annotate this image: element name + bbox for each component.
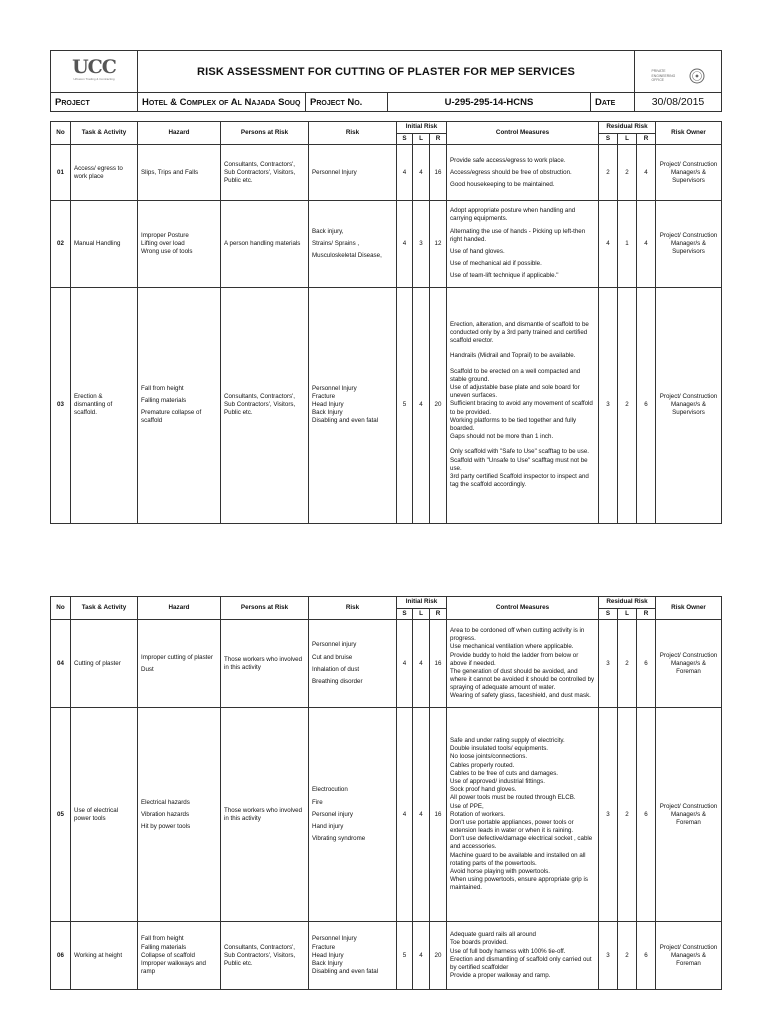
table-row	[51, 922, 722, 990]
document-title: RISK ASSESSMENT FOR CUTTING OF PLASTER FOR MEP SERVICES	[138, 51, 635, 93]
risk-line: Inhalation of dust	[312, 665, 360, 673]
control-measures-line: Adopt appropriate posture when handling and carrying equipments.	[450, 207, 576, 223]
control-measures-line: Sufficient bracing to avoid any movement of scaffold to be provided.	[450, 400, 593, 416]
initial-rating: 16	[430, 620, 447, 708]
company-logo-cell	[51, 51, 138, 93]
hazard-line: Electrical hazards	[141, 798, 190, 806]
col-header-residual-l: L	[618, 134, 637, 145]
control-measures-line: Cables properly routed.	[450, 761, 515, 769]
risk-line: Breathing disorder	[312, 677, 363, 685]
control-measures-line: All power tools must be routed through ELCB.	[450, 794, 576, 802]
risk	[309, 620, 397, 708]
initial-rating: 20	[430, 287, 447, 523]
initial-severity: 4	[397, 145, 413, 201]
residual-likelihood: 2	[618, 287, 637, 523]
col-header-persons: Persons at Risk	[221, 122, 309, 145]
task-activity: Erection & dismantling of scaffold.	[71, 287, 138, 523]
control-measures-line: No loose joints/connections.	[450, 753, 528, 761]
residual-severity: 3	[599, 620, 618, 708]
hazard-line: Fall from height	[141, 935, 184, 943]
control-measures-line: Alternating the use of hands - Picking up left-then right handed.	[450, 227, 586, 243]
task-activity: Cutting of plaster	[71, 620, 138, 708]
risk-owner: Project/ Construction Manager/s & Foreman	[656, 922, 722, 990]
risk-owner: Project/ Construction Manager/s & Foreman	[656, 620, 722, 708]
control-measures-line: When using powertools, ensure appropriate grip is maintained.	[450, 876, 588, 892]
residual-severity: 3	[599, 708, 618, 922]
project-no-value: U-295-295-14-HCNS	[388, 93, 591, 112]
residual-severity: 2	[599, 145, 618, 201]
hazard	[138, 620, 221, 708]
risk-owner: Project/ Construction Manager/s & Foreman	[656, 708, 722, 922]
control-measures-line: Access/egress should be free of obstruction.	[450, 168, 572, 176]
residual-likelihood: 2	[618, 922, 637, 990]
residual-rating: 4	[637, 145, 656, 201]
initial-severity: 5	[397, 287, 413, 523]
risk	[309, 922, 397, 990]
task-activity: Working at height	[71, 922, 138, 990]
residual-severity: 4	[599, 201, 618, 287]
col-header-residual-r: R	[637, 134, 656, 145]
risk-line: Back Injury	[312, 409, 343, 417]
task-activity: Access/ egress to work place	[71, 145, 138, 201]
col-header-task: Task & Activity	[71, 122, 138, 145]
col-header-residual-l: L	[618, 609, 637, 620]
hazard-line: Improper walkways and ramp	[141, 959, 206, 976]
consultant-stamp-cell	[635, 51, 722, 93]
control-measures-line: Erection and dismantling of scaffold only carried out by certified scaffolder	[450, 955, 592, 971]
control-measures	[447, 201, 599, 287]
initial-likelihood: 4	[413, 922, 430, 990]
col-header-initial-l: L	[413, 134, 430, 145]
control-measures-line: Toe boards provided.	[450, 939, 508, 947]
col-header-initial-l: L	[413, 609, 430, 620]
stamp-text: PRIVATE ENGINEERING OFFICE	[651, 69, 676, 82]
residual-severity: 3	[599, 287, 618, 523]
risk-table-page-1-body	[51, 145, 722, 523]
table-row	[51, 201, 722, 287]
hazard	[138, 145, 221, 201]
risk-line: Personnel Injury	[312, 935, 357, 943]
col-header-no: No	[51, 122, 71, 145]
risk-line: Fire	[312, 798, 323, 806]
control-measures-line: Handrails (Midrail and Toprail) to be available.	[450, 352, 576, 360]
initial-severity: 4	[397, 708, 413, 922]
risk-table-page-1	[50, 121, 722, 524]
control-measures-line: Provide a proper walkway and ramp.	[450, 972, 551, 980]
col-header-task: Task & Activity	[71, 597, 138, 620]
task-activity: Manual Handling	[71, 201, 138, 287]
control-measures-line: Provide safe access/egress to work place.	[450, 156, 566, 164]
hazard-line: Premature collapse of scaffold	[141, 409, 202, 425]
initial-rating: 16	[430, 145, 447, 201]
col-header-residual-s: S	[599, 134, 618, 145]
control-measures-line: Rotation of workers.	[450, 810, 506, 818]
initial-severity: 4	[397, 620, 413, 708]
control-measures-line: Scaffold with "Unsafe to Use" scafftag must not be use.	[450, 456, 588, 472]
control-measures	[447, 145, 599, 201]
col-header-residual-r: R	[637, 609, 656, 620]
residual-likelihood: 2	[618, 145, 637, 201]
control-measures-line: Use of full body harness with 100% tie-off.	[450, 947, 566, 955]
risk-table-page-2	[50, 596, 722, 990]
control-measures-line: Erection, alteration, and dismantle of scaffold to be conducted only by a 3rd party trained and certified scaffold erector.	[450, 320, 589, 345]
col-header-initial-risk: Initial Risk	[397, 122, 447, 134]
col-header-owner: Risk Owner	[656, 122, 722, 145]
hazard-line: Dust	[141, 665, 154, 673]
hazard-line: Improper Posture	[141, 231, 189, 239]
project-no-label-text: Project No.	[310, 96, 363, 108]
initial-rating: 16	[430, 708, 447, 922]
risk-line: Electrocution	[312, 786, 348, 794]
risk-owner: Project/ Construction Manager/s & Supervisors	[656, 287, 722, 523]
table-row	[51, 708, 722, 922]
control-measures-line: Wearing of safety glass, faceshield, and dust mask.	[450, 692, 591, 700]
col-header-persons: Persons at Risk	[221, 597, 309, 620]
control-measures-line: Machine guard to be available and installed on all rotating parts of the powertools.	[450, 851, 586, 867]
row-number: 02	[51, 201, 71, 287]
control-measures-line: Don't use portable appliances, power tools or extension leads in water or when it is raining.	[450, 818, 574, 835]
control-measures-line: Good housekeeping to be maintained.	[450, 180, 555, 188]
col-header-hazard: Hazard	[138, 122, 221, 145]
risk-line: Cut and bruise	[312, 653, 353, 661]
company-logo	[55, 55, 133, 88]
residual-rating: 4	[637, 201, 656, 287]
risk-line: Musculoskeletal Disease,	[312, 252, 382, 260]
initial-rating: 20	[430, 922, 447, 990]
col-header-initial-r: R	[430, 134, 447, 145]
initial-rating: 12	[430, 201, 447, 287]
logo-subtitle: Urbacon Trading & Contracting	[73, 76, 115, 81]
control-measures	[447, 922, 599, 990]
residual-rating: 6	[637, 287, 656, 523]
hazard-line: Falling materials	[141, 943, 187, 951]
control-measures-line: Gaps should not be more than 1 inch.	[450, 433, 554, 441]
col-header-no: No	[51, 597, 71, 620]
residual-likelihood: 1	[618, 201, 637, 287]
risk-table-page-2-body	[51, 620, 722, 990]
col-header-initial-r: R	[430, 609, 447, 620]
initial-likelihood: 4	[413, 145, 430, 201]
col-header-risk: Risk	[309, 122, 397, 145]
persons-at-risk: Those workers who involved in this activity	[221, 620, 309, 708]
risk-line: Head Injury	[312, 951, 344, 959]
hazard	[138, 922, 221, 990]
risk-line: Personel injury	[312, 810, 353, 818]
hazard-line: Lifting over load	[141, 239, 185, 247]
stamp-seal-icon	[689, 68, 705, 84]
control-measures-line: Use mechanical ventilation where applicable.	[450, 643, 574, 651]
initial-severity: 5	[397, 922, 413, 990]
col-header-control: Control Measures	[447, 597, 599, 620]
control-measures-line: Only scaffold with "Safe to Use" scafftag to be use.	[450, 448, 589, 456]
control-measures-line: Sock proof hand gloves.	[450, 786, 517, 794]
control-measures-line: The generation of dust should be avoided, and where it cannot be avoided it should be controlled by spraying of adequate amount of water.	[450, 667, 595, 692]
control-measures	[447, 287, 599, 523]
residual-likelihood: 2	[618, 708, 637, 922]
project-label	[51, 93, 138, 112]
persons-at-risk: Those workers who involved in this activity	[221, 708, 309, 922]
project-label-text: Project	[55, 96, 90, 108]
risk-line: Personnel Injury	[312, 384, 357, 392]
risk-line: Back Injury	[312, 959, 343, 967]
date-value: 30/08/2015	[635, 93, 722, 112]
col-header-residual-s: S	[599, 609, 618, 620]
residual-rating: 6	[637, 620, 656, 708]
persons-at-risk: Consultants, Contractors', Sub Contractors', Visitors, Public etc.	[221, 145, 309, 201]
control-measures-line: Provide buddy to hold the ladder from below or above if needed.	[450, 651, 579, 667]
control-measures-line: Use of mechanical aid if possible.	[450, 260, 542, 268]
hazard-line: Wrong use of tools	[141, 248, 193, 256]
hazard	[138, 708, 221, 922]
risk-line: Head Injury	[312, 401, 344, 409]
control-measures-line: 3rd party certified Scaffold inspector to inspect and tag the scaffold accordingly.	[450, 472, 589, 489]
col-header-risk: Risk	[309, 597, 397, 620]
risk-line: Hand injury	[312, 822, 344, 830]
col-header-control: Control Measures	[447, 122, 599, 145]
control-measures-line: Use of hand gloves.	[450, 248, 505, 256]
persons-at-risk: Consultants, Contractors', Sub Contractors', Visitors, Public etc.	[221, 922, 309, 990]
persons-at-risk: Consultants, Contractors', Sub Contractors', Visitors, Public etc.	[221, 287, 309, 523]
control-measures-line: Safe and under rating supply of electricity.	[450, 737, 565, 745]
row-number: 04	[51, 620, 71, 708]
project-value-text: Hotel & Complex of Al Najada Souq	[142, 96, 301, 108]
control-measures-line: Use of PPE,	[450, 802, 484, 810]
control-measures	[447, 620, 599, 708]
row-number: 06	[51, 922, 71, 990]
control-measures-line: Scaffold to be erected on a well compacted and stable ground.	[450, 367, 581, 383]
initial-likelihood: 3	[413, 201, 430, 287]
hazard-line: Fall from height	[141, 384, 184, 392]
control-measures-line: Use of team-lift technique if applicable."	[450, 272, 559, 280]
initial-severity: 4	[397, 201, 413, 287]
row-number: 01	[51, 145, 71, 201]
hazard-line: Hit by power tools	[141, 822, 191, 830]
control-measures-line: Use of approved/ industrial fittings.	[450, 777, 545, 785]
risk-line: Personnel injury	[312, 641, 357, 649]
date-label	[591, 93, 635, 112]
residual-severity: 3	[599, 922, 618, 990]
control-measures	[447, 708, 599, 922]
risk	[309, 145, 397, 201]
risk-line: Personnel Injury	[312, 168, 357, 176]
risk-line: Fracture	[312, 943, 336, 951]
table-row	[51, 287, 722, 523]
initial-likelihood: 4	[413, 620, 430, 708]
risk-line: Back injury,	[312, 227, 344, 235]
col-header-residual-risk: Residual Risk	[599, 122, 656, 134]
risk-line: Fracture	[312, 392, 336, 400]
risk-line: Disabling and even fatal	[312, 417, 379, 425]
control-measures-line: Don't use defective/damage electrical socket , cable and accessories.	[450, 835, 593, 851]
table-row	[51, 620, 722, 708]
logo-mark: UCC	[72, 55, 116, 78]
residual-likelihood: 2	[618, 620, 637, 708]
document-header	[50, 50, 722, 112]
col-header-hazard: Hazard	[138, 597, 221, 620]
col-header-owner: Risk Owner	[656, 597, 722, 620]
row-number: 05	[51, 708, 71, 922]
control-measures-line: Working platforms to be tied together and fully boarded.	[450, 416, 577, 432]
initial-likelihood: 4	[413, 708, 430, 922]
hazard-line: Vibration hazards	[141, 810, 190, 818]
control-measures-line: Cables to be free of cuts and damages.	[450, 769, 559, 777]
residual-rating: 6	[637, 922, 656, 990]
risk-line: Vibrating syndrome	[312, 835, 366, 843]
risk	[309, 708, 397, 922]
hazard-line: Slips, Trips and Falls	[141, 168, 199, 176]
col-header-initial-s: S	[397, 134, 413, 145]
hazard-line: Collapse of scaffold	[141, 951, 195, 959]
date-label-text: Date	[595, 96, 616, 108]
hazard-line: Improper cutting of plaster	[141, 653, 213, 661]
col-header-residual-risk: Residual Risk	[599, 597, 656, 609]
table-row	[51, 145, 722, 201]
residual-rating: 6	[637, 708, 656, 922]
row-number: 03	[51, 287, 71, 523]
risk-line: Disabling and even fatal	[312, 968, 379, 976]
persons-at-risk: A person handling materials	[221, 201, 309, 287]
risk	[309, 201, 397, 287]
col-header-initial-risk: Initial Risk	[397, 597, 447, 609]
task-activity: Use of electrical power tools	[71, 708, 138, 922]
hazard-line: Falling materials	[141, 396, 187, 404]
control-measures-line: Double insulated tools/ equipments.	[450, 745, 549, 753]
control-measures-line: Adequate guard rails all around	[450, 931, 536, 939]
risk-owner: Project/ Construction Manager/s & Supervisors	[656, 201, 722, 287]
project-value	[138, 93, 306, 112]
col-header-initial-s: S	[397, 609, 413, 620]
risk-owner: Project/ Construction Manager/s & Supervisors	[656, 145, 722, 201]
control-measures-line: Use of adjustable base plate and sole board for uneven surfaces.	[450, 384, 580, 400]
initial-likelihood: 4	[413, 287, 430, 523]
risk-line: Strains/ Sprains ,	[312, 239, 360, 247]
project-no-label	[306, 93, 388, 112]
risk	[309, 287, 397, 523]
consultant-stamp	[652, 68, 705, 84]
control-measures-line: Avoid horse playing with powertools.	[450, 868, 550, 876]
control-measures-line: Area to be cordoned off when cutting activity is in progress.	[450, 626, 585, 643]
hazard	[138, 201, 221, 287]
hazard	[138, 287, 221, 523]
